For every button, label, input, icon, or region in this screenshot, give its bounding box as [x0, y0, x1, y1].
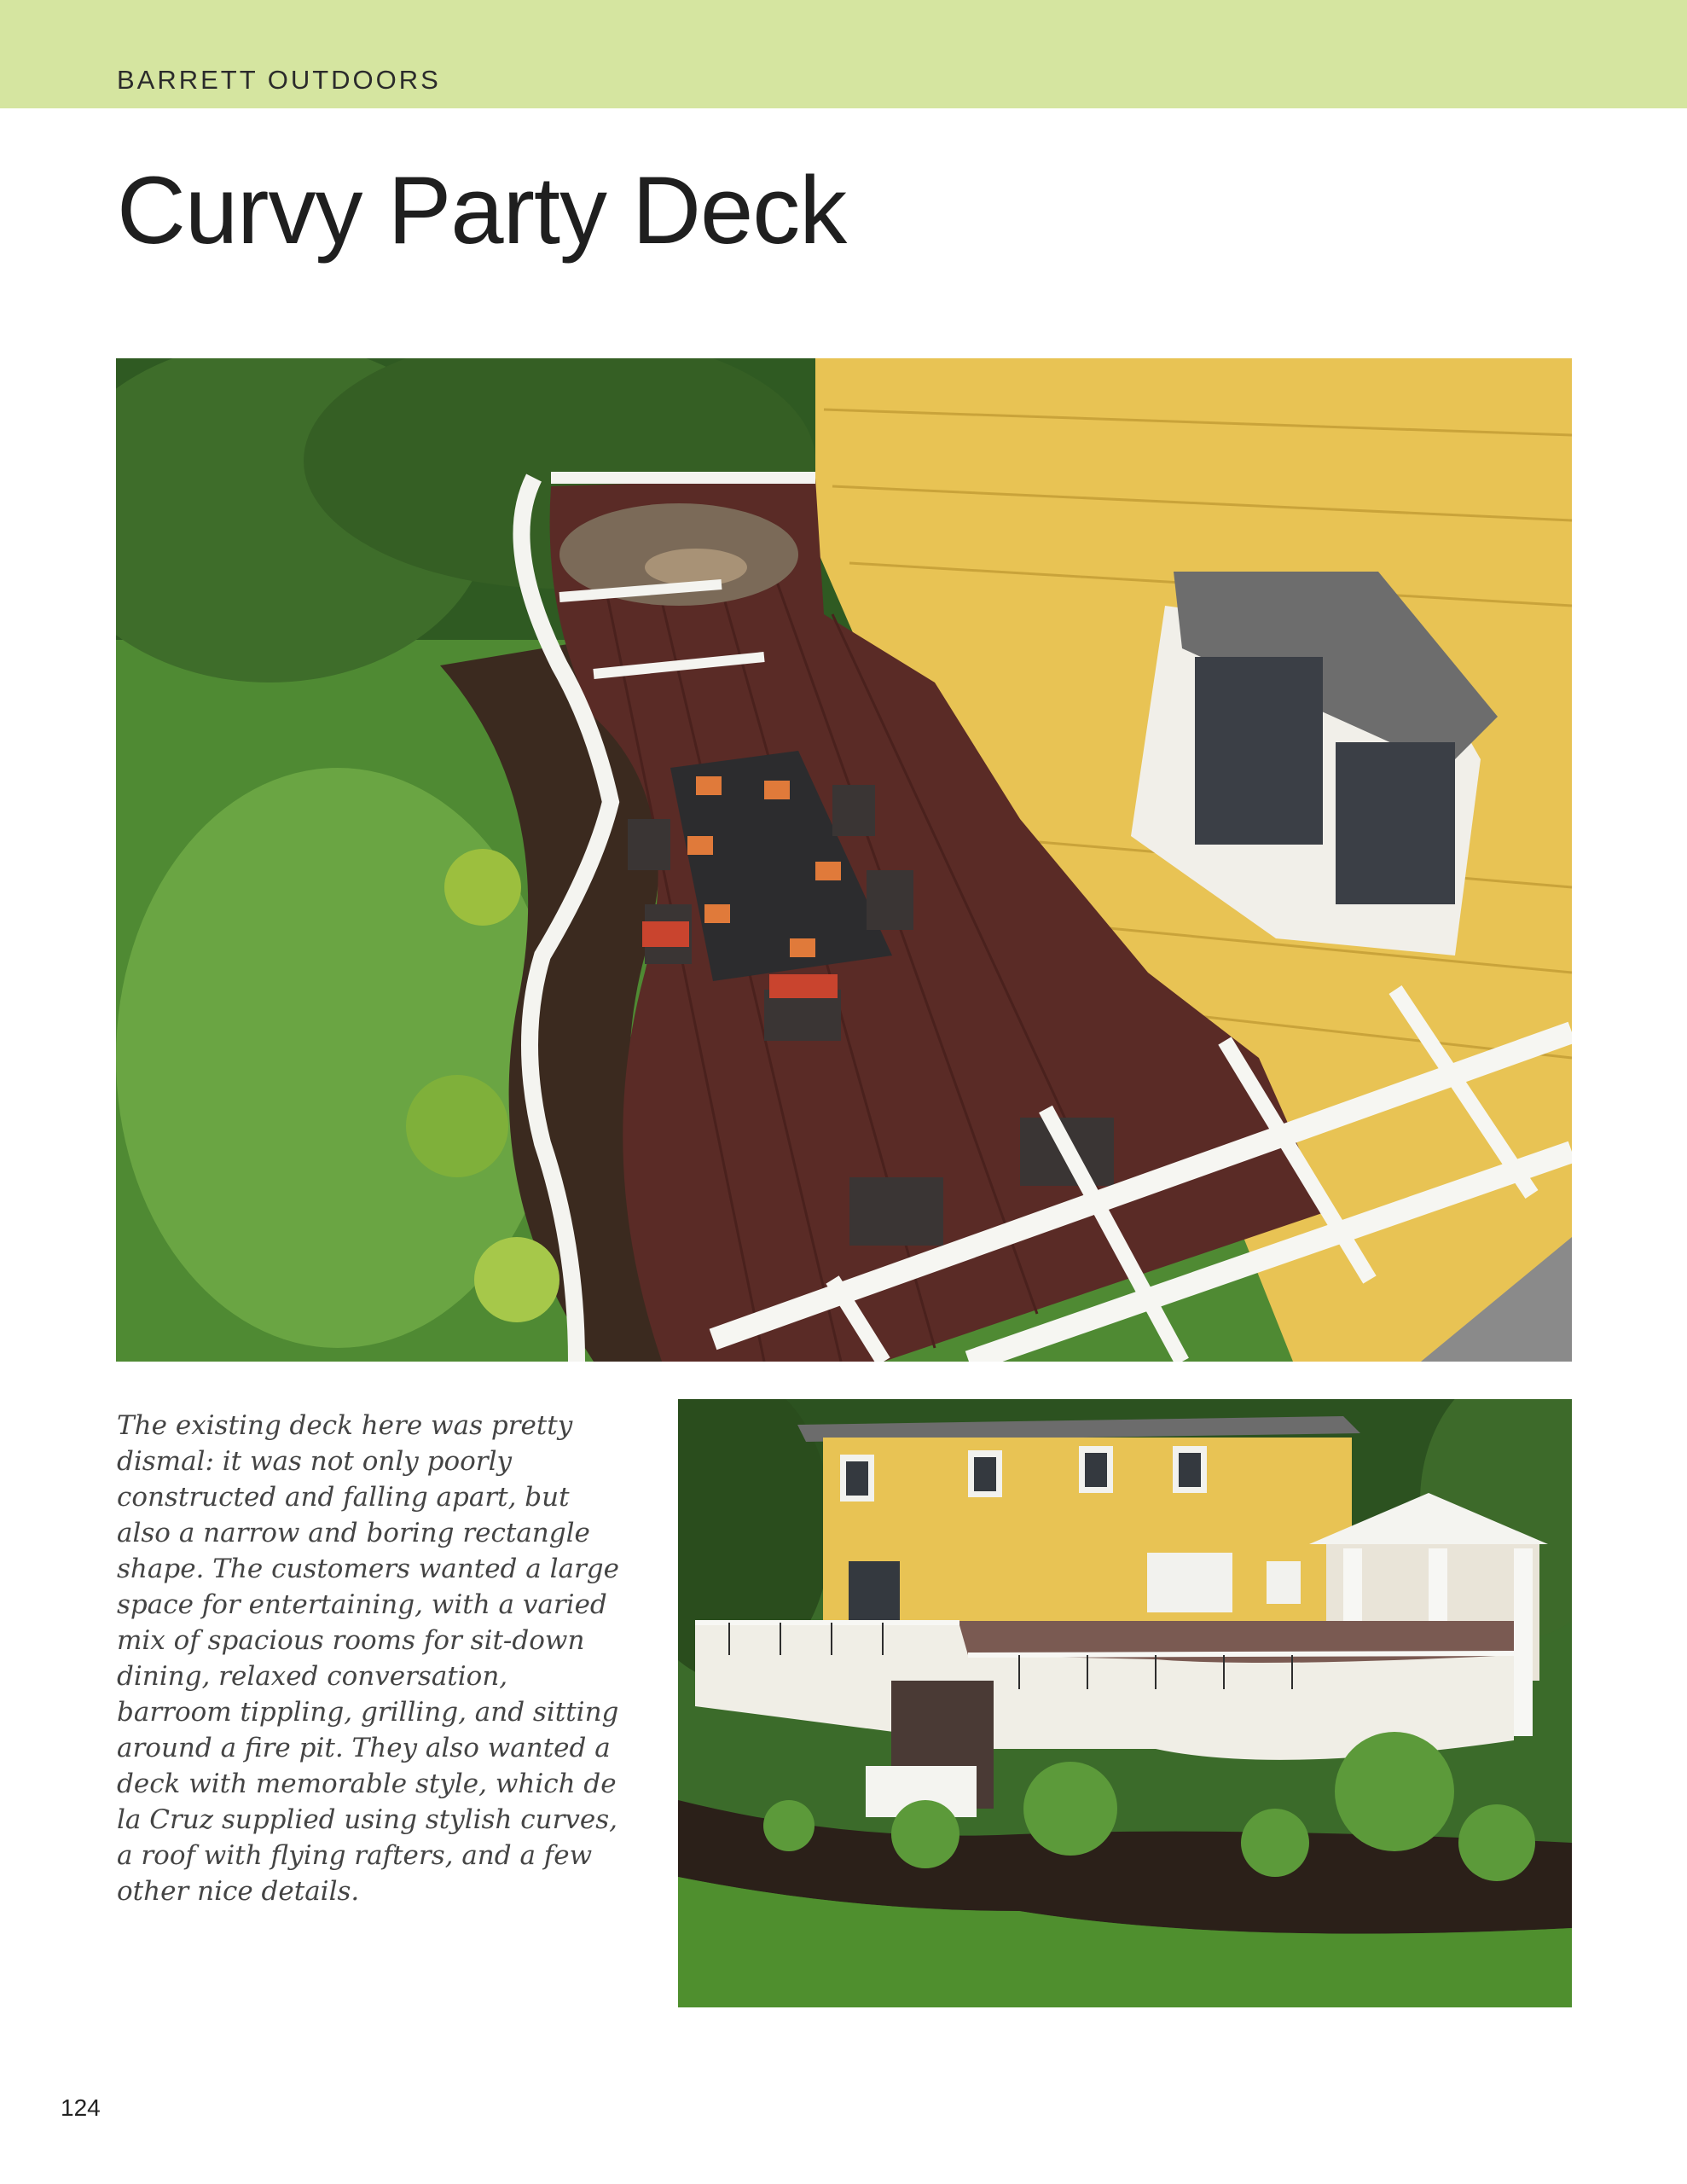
caption-text: The existing deck here was pretty dismal: it was not only poorly constructed and falling apart, but also a narrow and boring rectangle shape. The customers wanted a large space for entertaining, with a varied mix of spacious rooms for sit-down dining, relaxed conversation, barroom tippling, grilling, and sitting around a fire pit. They also wanted a deck with memorable style, which de la Cruz supplied using stylish curves, a roof with flying rafters, and a few other nice details.: [117, 1410, 619, 1907]
backyard-illustration: [678, 1399, 1572, 2007]
page-title: Curvy Party Deck: [117, 157, 847, 264]
backyard-view-photo: [678, 1399, 1572, 2007]
header-label: BARRETT OUTDOORS: [117, 65, 441, 95]
header-band: [0, 0, 1687, 108]
main-deck-photo: [116, 358, 1572, 1362]
page-number: 124: [61, 2094, 101, 2121]
main-deck-illustration: [116, 358, 1572, 1362]
